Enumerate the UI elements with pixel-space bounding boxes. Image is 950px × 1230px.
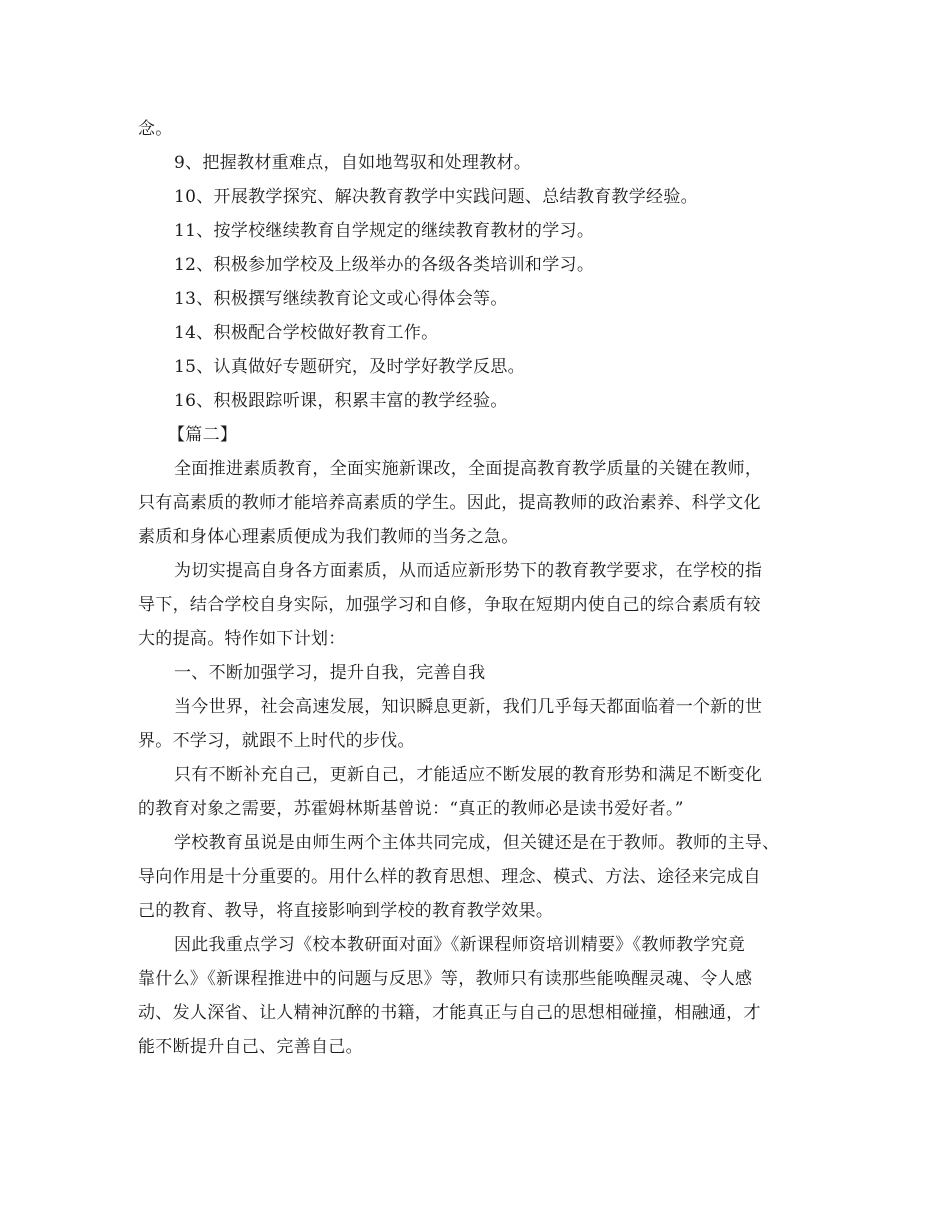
text-line: 靠什么》《新课程推进中的问题与反思》等，教师只有读那些能唤醒灵魂、令人感 <box>138 969 753 989</box>
document-body <box>138 112 818 1064</box>
text-line: 11、按学校继续教育自学规定的继续教育教材的学习。 <box>174 221 595 241</box>
text-line: 当今世界，社会高速发展，知识瞬息更新，我们几乎每天都面临着一个新的世 <box>174 697 763 717</box>
text-line: 己的教育、教导，将直接影响到学校的教育教学效果。 <box>138 901 554 921</box>
text-line: 学校教育虽说是由师生两个主体共同完成，但关键还是在于教师。教师的主导、 <box>174 833 780 853</box>
text-line: 念。 <box>138 119 173 139</box>
text-line: 只有不断补充自己，更新自己，才能适应不断发展的教育形势和满足不断变化 <box>174 765 763 785</box>
text-line: 能不断提升自己、完善自己。 <box>138 1037 363 1057</box>
text-line: 导下，结合学校自身实际，加强学习和自修，争取在短期内使自己的综合素质有较 <box>138 595 761 615</box>
text-line: 16、积极跟踪听课，积累丰富的教学经验。 <box>174 391 508 411</box>
text-line: 10、开展教学探究、解决教育教学中实践问题、总结教育教学经验。 <box>174 187 698 207</box>
text-line: 13、积极撰写继续教育论文或心得体会等。 <box>174 289 508 309</box>
text-line: 只有高素质的教师才能培养高素质的学生。因此，提高教师的政治素养、科学文化 <box>138 493 761 513</box>
text-line: 动、发人深省、让人精神沉醉的书籍，才能真正与自己的思想相碰撞，相融通，才 <box>138 1003 761 1023</box>
text-line: 9、把握教材重难点，自如地驾驭和处理教材。 <box>174 153 532 173</box>
text-line: 导向作用是十分重要的。用什么样的教育思想、理念、模式、方法、途径来完成自 <box>138 867 761 887</box>
text-line: 因此我重点学习《校本教研面对面》《新课程师资培训精要》《教师教学究竟 <box>174 935 746 955</box>
text-line: 的教育对象之需要，苏霍姆林斯基曾说：“真正的教师必是读书爱好者。” <box>138 799 684 819</box>
text-line: 素质和身体心理素质便成为我们教师的当务之急。 <box>138 527 519 547</box>
text-line: 14、积极配合学校做好教育工作。 <box>174 323 439 343</box>
text-line: 为切实提高自身各方面素质，从而适应新形势下的教育教学要求，在学校的指 <box>174 561 763 581</box>
text-line: 界。不学习，就跟不上时代的步伐。 <box>138 731 415 751</box>
text-line: 一、不断加强学习，提升自我，完善自我 <box>174 663 486 683</box>
text-line: 全面推进素质教育，全面实施新课改，全面提高教育教学质量的关键在教师， <box>174 459 763 479</box>
section-heading: 【篇二】 <box>168 425 238 445</box>
text-line: 大的提高。特作如下计划： <box>138 629 346 649</box>
text-line: 12、积极参加学校及上级举办的各级各类培训和学习。 <box>174 255 595 275</box>
text-line: 15、认真做好专题研究，及时学好教学反思。 <box>174 357 525 377</box>
